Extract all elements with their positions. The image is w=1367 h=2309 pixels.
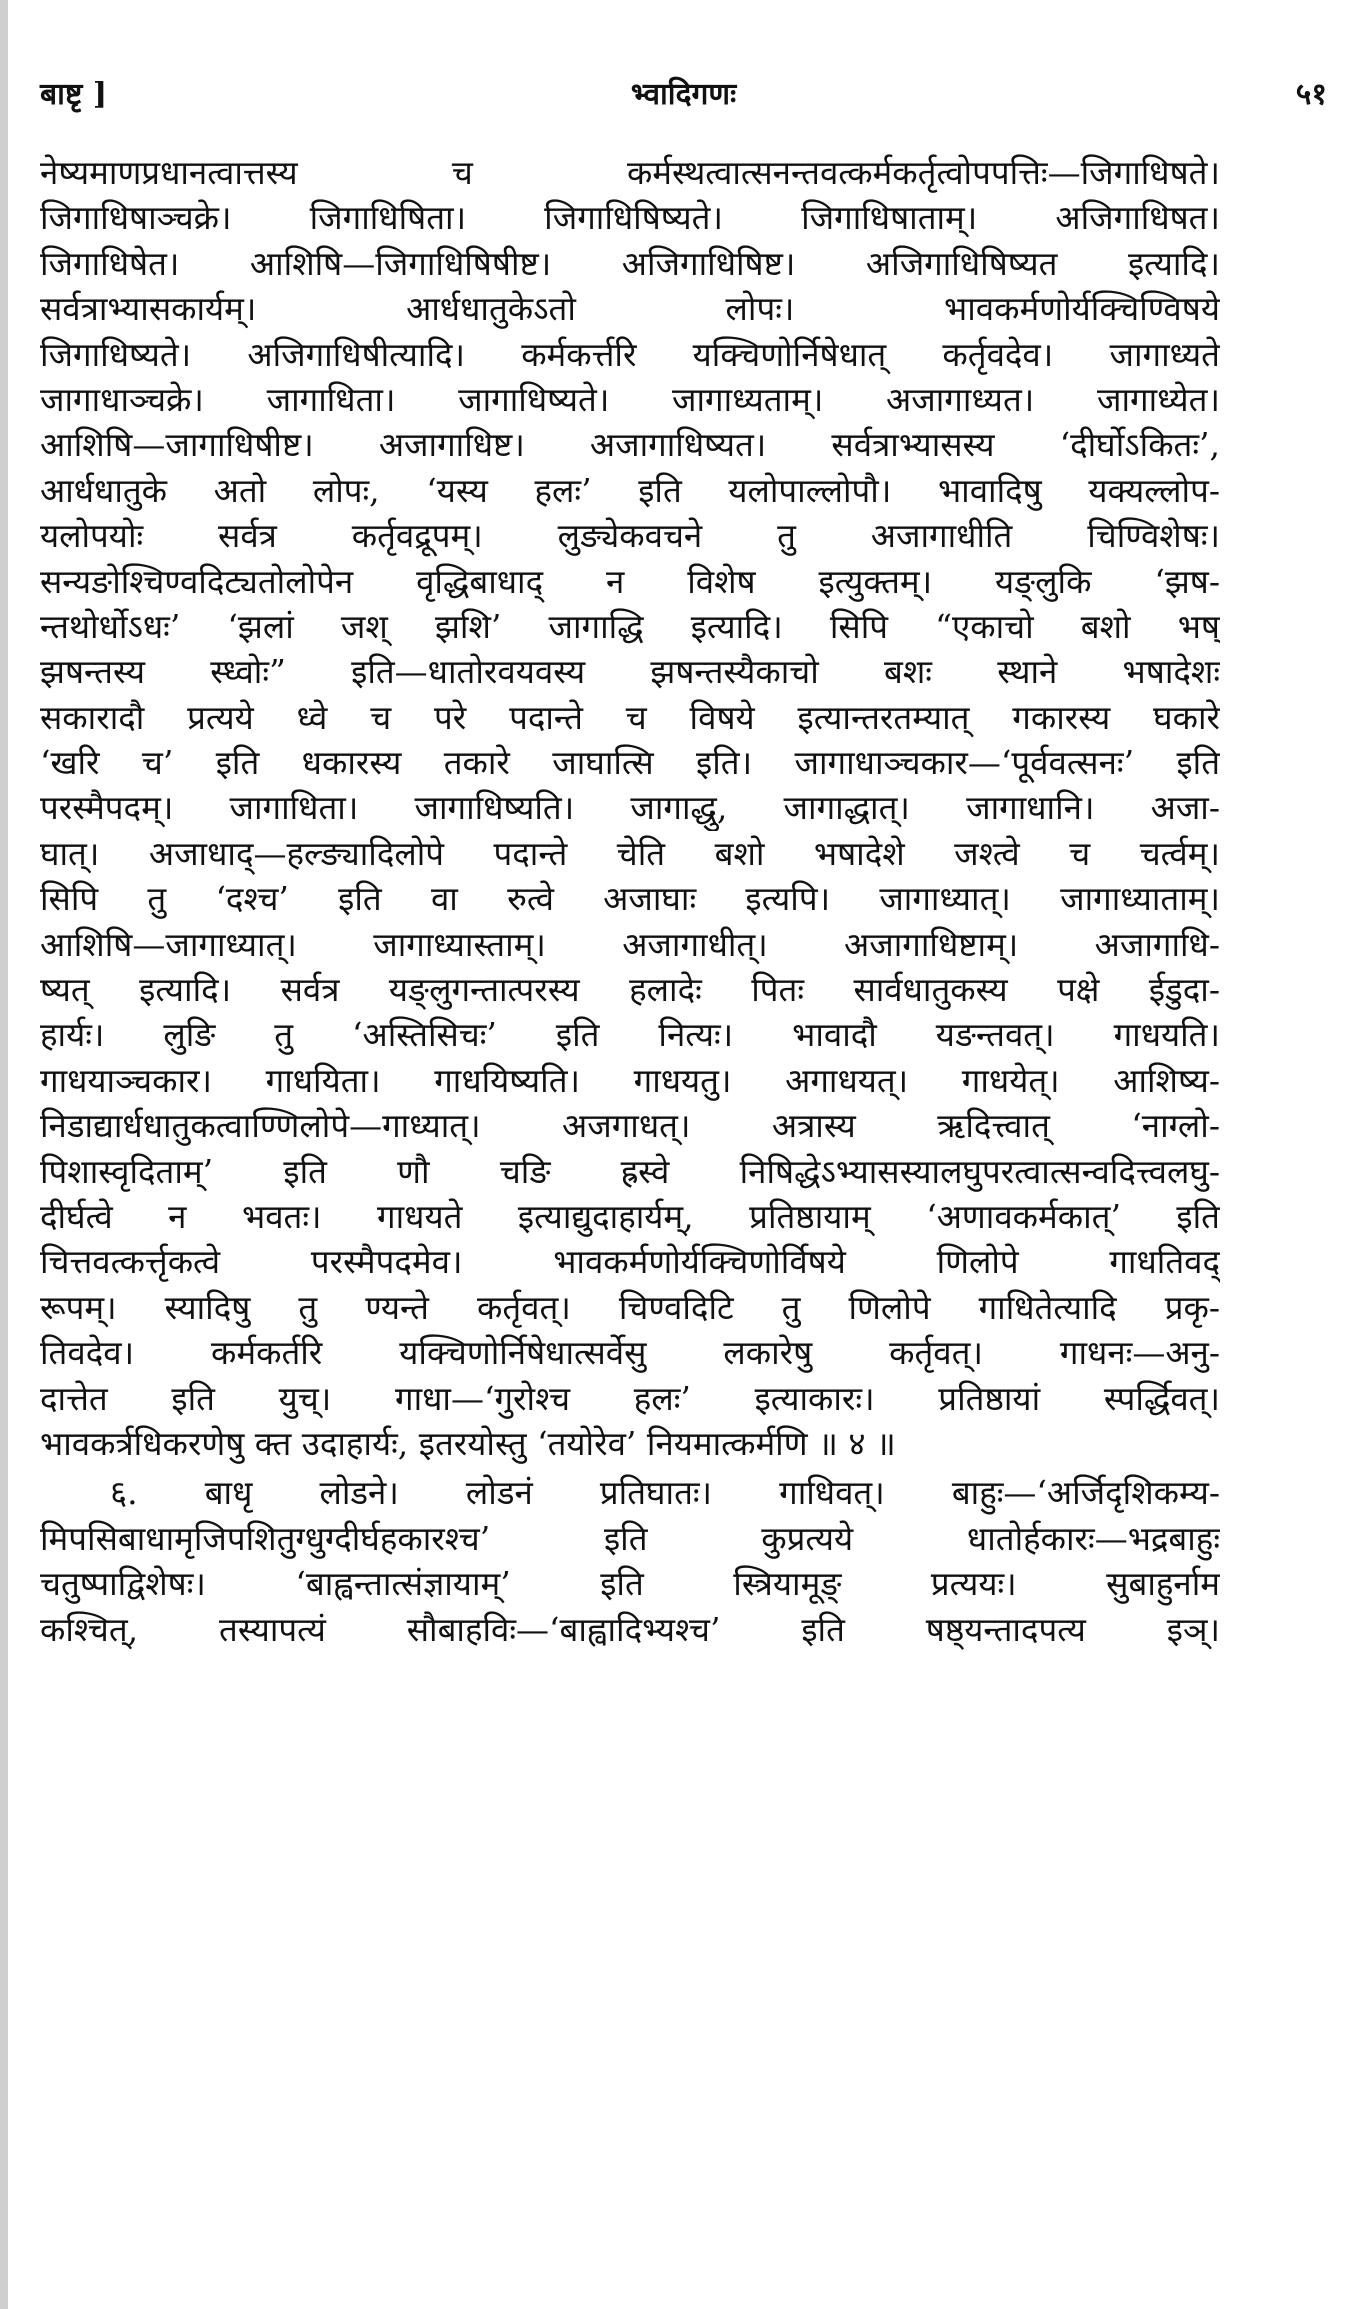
text-line: नेष्यमाणप्रधानत्वात्तस्य च कर्मस्थत्वात्सनन्तवत्कर्मकर्तृत्वोपपत्तिः—जिगाधिषते। xyxy=(40,153,1220,192)
running-header xyxy=(40,72,1327,132)
text-line: यलोपयोः सर्वत्र कर्तृवद्रूपम्। लुङ्येकवचने तु अजागाधीति चिण्विशेषः। xyxy=(40,516,1220,556)
text-line: जिगाधिषेत। आशिषि—जिगाधिषिषीष्ट। अजिगाधिषिष्ट। अजिगाधिषिष्यत इत्यादि। xyxy=(40,243,1220,283)
paragraph-1 xyxy=(40,150,1220,1466)
text-line: आर्धधातुके अतो लोपः, ‘यस्य हलः’ इति यलोपाल्लोपौ। भावादिषु यक्यल्लोप- xyxy=(40,470,1220,510)
text-line: दीर्घत्वे न भवतः। गाधयते इत्याद्युदाहार्यम्, प्रतिष्ठायाम् ‘अणावकर्मकात्’ इति xyxy=(40,1196,1220,1236)
text-line: कश्चित्, तस्यापत्यं सौबाहविः—‘बाह्वादिभ्यश्च’ इति षष्ठ्यन्तादपत्य इञ्। xyxy=(40,1609,1220,1649)
text-line: आशिषि—जागाधिषीष्ट। अजागाधिष्ट। अजागाधिष्यत। सर्वत्राभ्यासस्य ‘दीर्घोऽकितः’, xyxy=(40,425,1220,465)
text-line: तिवदेव। कर्मकर्तरि यक्चिणोर्निषेधात्सर्वेसु लकारेषु कर्तृवत्। गाधनः—अनु- xyxy=(40,1333,1220,1373)
text-line: आशिषि—जागाध्यात्। जागाध्यास्ताम्। अजागाधीत्। अजागाधिष्टाम्। अजागाधि- xyxy=(40,924,1220,964)
text-line: ष्यत् इत्यादि। सर्वत्र यङ्लुगन्तात्परस्य हलादेः पितः सार्वधातुकस्य पक्षे ईडुदा- xyxy=(40,970,1220,1010)
text-line: जागाधाञ्चक्रे। जागाधिता। जागाधिष्यते। जागाध्यताम्। अजागाध्यत। जागाध्येत। xyxy=(40,379,1220,419)
page-body xyxy=(40,150,1220,1652)
text-line: सकारादौ प्रत्यये ध्वे च परे पदान्ते च विषये इत्यान्तरतम्यात् गकारस्य घकारे xyxy=(40,697,1220,737)
paragraph-2 xyxy=(40,1470,1220,1652)
text-line: मिपसिबाधामृजिपशितुग्धुग्दीर्घहकारश्च’ इति कुप्रत्यये धातोर्हकारः—भद्रबाहुः xyxy=(40,1518,1220,1558)
text-line: झषन्तस्य स्ध्वोः” इति—धातोरवयवस्य झषन्तस्यैकाचो बशः स्थाने भषादेशः xyxy=(40,652,1220,692)
text-line: रूपम्। स्यादिषु तु ण्यन्ते कर्तृवत्। चिण्वदिटि तु णिलोपे गाधितेत्यादि प्रकृ- xyxy=(40,1287,1220,1327)
text-line: चतुष्पाद्विशेषः। ‘बाह्वन्तात्संज्ञायाम्’ इति स्त्रियामूङ् प्रत्ययः। सुबाहुर्नाम xyxy=(40,1564,1220,1604)
text-line: निडाद्यार्धधातुकत्वाण्णिलोपे—गाध्यात्। अजगाधत्। अत्रास्य ऋदित्त्वात् ‘नाग्लो- xyxy=(40,1106,1220,1146)
text-line: घात्। अजाधाद्—हल्ङ्यादिलोपे पदान्ते चेति बशो भषादेशे जश्त्वे च चर्त्वम्। xyxy=(40,833,1220,873)
text-line: पिशास्वृदिताम्’ इति णौ चङि ह्रस्वे निषिद्धेऽभ्यासस्यालघुपरत्वात्सन्वदित्त्वलघु- xyxy=(40,1151,1220,1191)
page-binding-edge xyxy=(0,0,8,2309)
text-line: सन्यङोश्चिण्वदिट्यतोलोपेन वृद्धिबाधाद् न विशेष इत्युक्तम्। यङ्लुकि ‘झष- xyxy=(40,561,1220,601)
text-line: ६. बाधृ लोडने। लोडनं प्रतिघातः। गाधिवत्। बाहुः—‘अर्जिदृशिकम्य- xyxy=(110,1473,1220,1513)
text-line: न्तथोर्धोऽधः’ ‘झलां जश् झशि’ जागाद्धि इत्यादि। सिपि “एकाचो बशो भष् xyxy=(40,606,1220,646)
text-line: सर्वत्राभ्यासकार्यम्। आर्धधातुकेऽतो लोपः। भावकर्मणोर्यक्चिण्विषये xyxy=(40,289,1220,329)
header-left-word: बाष्टृ ] xyxy=(40,77,108,112)
text-line: चित्तवत्कर्त्तृकत्वे परस्मैपदमेव। भावकर्मणोर्यक्चिणोर्विषये णिलोपे गाधतिवद् xyxy=(40,1242,1220,1282)
text-line: जिगाधिषाञ्चक्रे। जिगाधिषिता। जिगाधिषिष्यते। जिगाधिषाताम्। अजिगाधिषत। xyxy=(40,198,1220,238)
text-line: ‘खरि च’ इति धकारस्य तकारे जाघात्सि इति। जागाधाञ्चकार—‘पूर्ववत्सनः’ इति xyxy=(40,743,1220,783)
text-line: दात्तेत इति युच्। गाधा—‘गुरोश्च हलः’ इत्याकारः। प्रतिष्ठायां स्पर्द्धिवत्। xyxy=(40,1378,1220,1418)
page-number: ५१ xyxy=(1295,77,1327,112)
text-line: भावकर्त्रधिकरणेषु क्त उदाहार्यः, इतरयोस्तु ‘तयोरेव’ नियमात्कर्मणि ॥ ४ ॥ xyxy=(40,1423,896,1463)
text-line: परस्मैपदम्। जागाधिता। जागाधिष्यति। जागाद्धु, जागाद्धात्। जागाधानि। अजा- xyxy=(40,788,1220,828)
text-line: हार्यः। लुङि तु ‘अस्तिसिचः’ इति नित्यः। भावादौ यङन्तवत्। गाधयति। xyxy=(40,1015,1220,1055)
text-line: जिगाधिष्यते। अजिगाधिषीत्यादि। कर्मकर्त्तरि यक्चिणोर्निषेधात् कर्तृवदेव। जागाध्यते xyxy=(40,334,1220,374)
text-line: गाधयाञ्चकार। गाधयिता। गाधयिष्यति। गाधयतु। अगाधयत्। गाधयेत्। आशिष्य- xyxy=(40,1060,1220,1100)
header-section-title: भ्वादिगणः xyxy=(630,77,737,112)
text-line: सिपि तु ‘दश्च’ इति वा रुत्वे अजाघाः इत्यपि। जागाध्यात्। जागाध्याताम्। xyxy=(40,879,1220,919)
